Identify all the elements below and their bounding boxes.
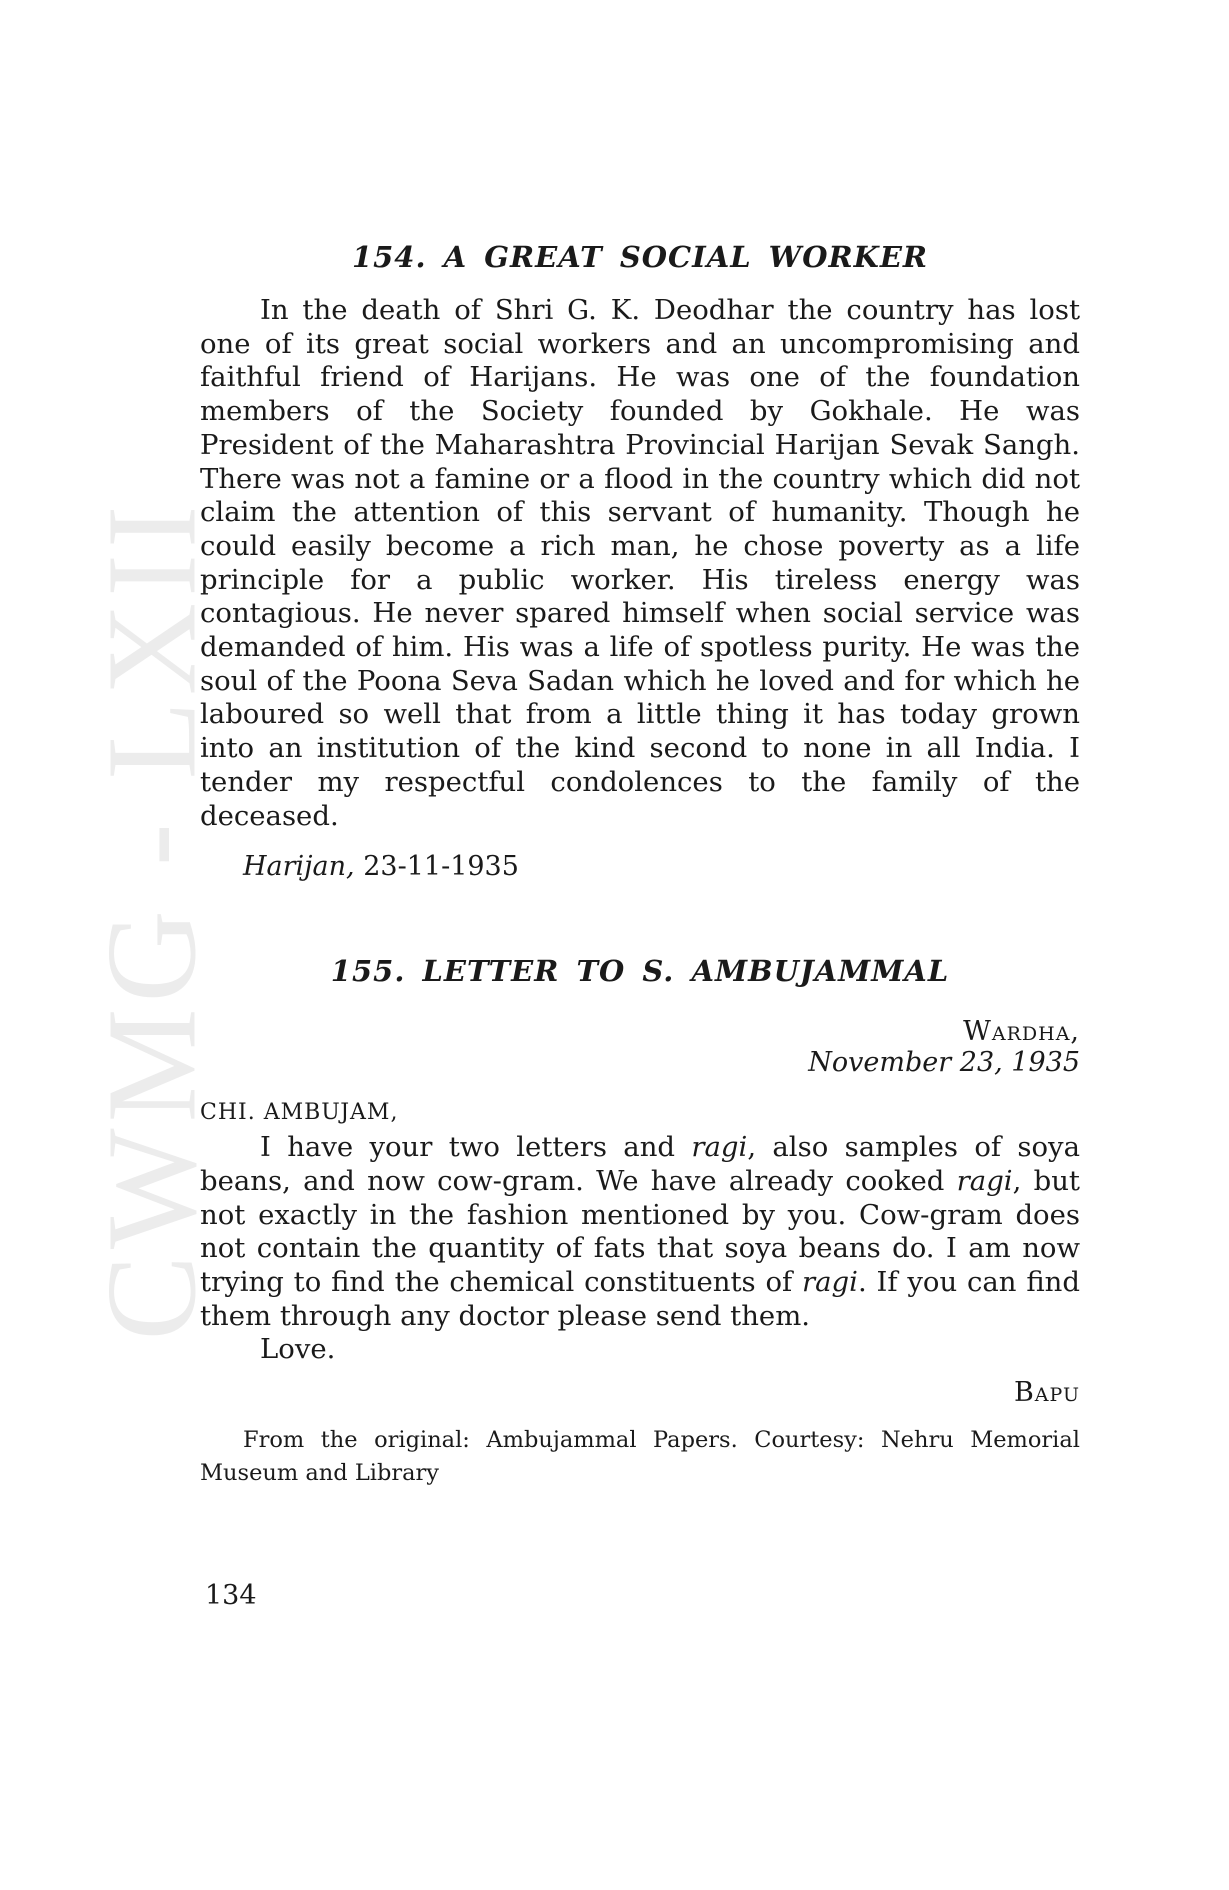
letter-body-part: , also samples of soya beans, and now cow-gram. We have already cooked	[200, 1131, 1080, 1197]
source-publication: Harijan,	[243, 851, 355, 883]
watermark	[80, 430, 223, 1410]
letter-body-part: . If you can find them through any doctor please send them.	[200, 1266, 1080, 1332]
section-155	[200, 954, 1080, 1490]
section-body: In the death of Shri G. K. Deodhar the country has lost one of its great social workers and an uncompromising and faithful friend of Harijans. He was one of the foundation members of the Society founded by Gokhale. He was President of the Maharashtra Provincial Harijan Sevak Sangh. There was not a famine or a flood in the country which did not claim the attention of this servant of humanity. Though he could easily become a rich man, he chose poverty as a life principle for a public worker. His tireless energy was contagious. He never spared himself when social service was demanded of him. His was a life of spotless purity. He was the soul of the Poona Seva Sadan which he loved and for which he laboured so well that from a little thing it has today grown into an institution of the kind second to none in all India. I tender my respectful condolences to the family of the deceased.	[200, 294, 1080, 832]
letter-signature: Bapu	[1013, 1377, 1080, 1409]
section-heading: 155. LETTER TO S. AMBUJAMMAL	[330, 954, 950, 989]
page-content	[200, 240, 1080, 1490]
source-line	[200, 851, 1080, 882]
letter-date: November 23, 1935	[808, 1047, 1080, 1079]
letter-body	[200, 1131, 1080, 1333]
letter-body-part: ragi	[802, 1266, 858, 1299]
letter-body-part: ragi	[691, 1131, 748, 1164]
letter-closing: Love.	[260, 1333, 336, 1366]
section-heading: 154. A GREAT SOCIAL WORKER	[351, 240, 929, 274]
letter-body-part: ragi	[956, 1164, 1013, 1197]
letter-salutation: CHI. AMBUJAM,	[200, 1100, 399, 1126]
source-date: 23-11-1935	[363, 851, 519, 883]
footnote: From the original: Ambujammal Papers. Courtesy: Nehru Memorial Museum and Library	[200, 1427, 1080, 1487]
page-number: 134	[205, 1580, 257, 1611]
letter-body-part: , but not exactly in the fashion mentioned by you. Cow-gram does not contain the quantity of fats that soya beans do. I am now trying to find the chemical constituents of	[200, 1164, 1080, 1299]
section-154	[200, 240, 1080, 882]
watermark-text: CWMG - LXII	[80, 499, 223, 1341]
letter-body-part: I have your two letters and	[260, 1131, 692, 1164]
letter-place: Wardha,	[963, 1016, 1080, 1048]
